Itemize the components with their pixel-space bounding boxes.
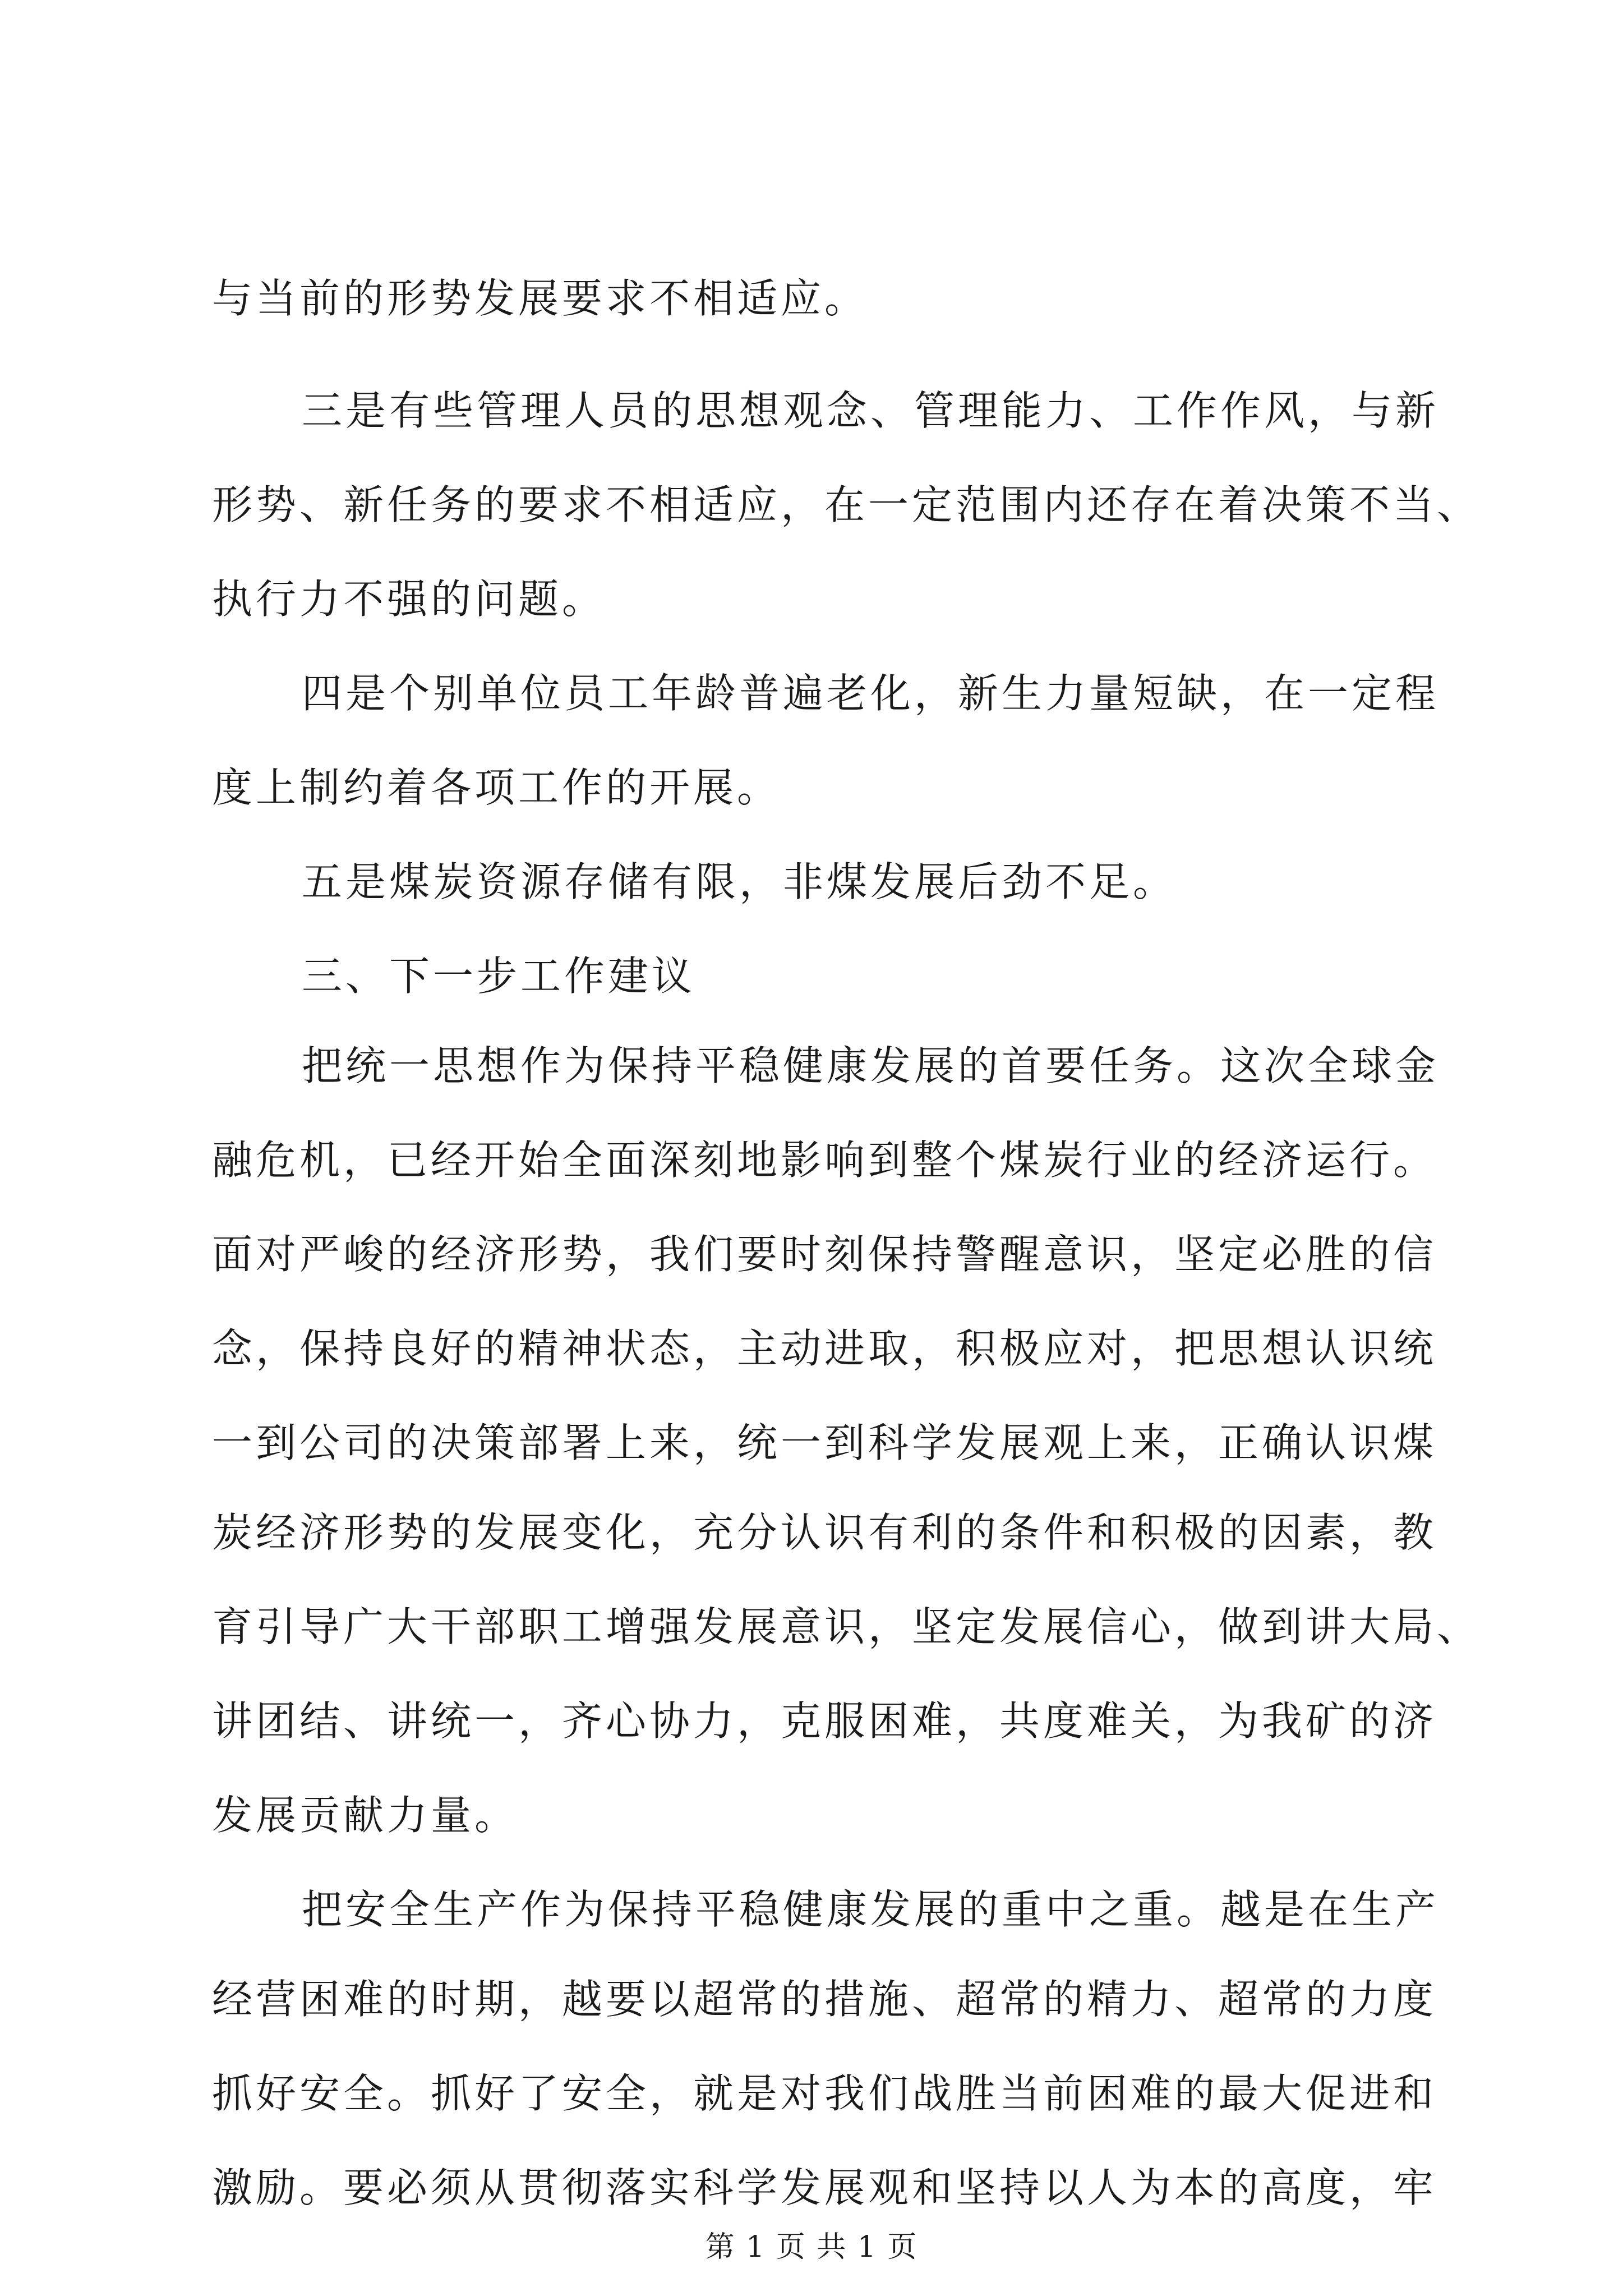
text-line: 融危机，已经开始全面深刻地影响到整个煤炭行业的经济运行。 — [212, 1137, 1437, 1184]
text-line: 育引导广大干部职工增强发展意识，坚定发展信心，做到讲大局、 — [212, 1603, 1481, 1650]
text-line: 发展贡献力量。 — [212, 1792, 519, 1839]
text-line: 讲团结、讲统一，齐心协力，克服困难，共度难关，为我矿的济 — [212, 1697, 1437, 1745]
text-line: 三是有些管理人员的思想观念、管理能力、工作作风，与新 — [302, 387, 1440, 434]
page-number-footer: 第 1 页 共 1 页 — [705, 2230, 918, 2264]
text-line: 把安全生产作为保持平稳健康发展的重中之重。越是在生产 — [302, 1886, 1440, 1933]
text-line: 抓好安全。抓好了安全，就是对我们战胜当前困难的最大促进和 — [212, 2070, 1437, 2117]
text-line: 度上制约着各项工作的开展。 — [212, 764, 781, 811]
text-line: 面对严峻的经济形势，我们要时刻保持警醒意识，坚定必胜的信 — [212, 1231, 1437, 1278]
text-line: 炭经济形势的发展变化，充分认识有利的条件和积极的因素，教 — [212, 1509, 1437, 1556]
text-line: 把统一思想作为保持平稳健康发展的首要任务。这次全球金 — [302, 1042, 1440, 1089]
text-line: 激励。要必须从贯彻落实科学发展观和坚持以人为本的高度，牢 — [212, 2164, 1437, 2211]
text-line: 形势、新任务的要求不相适应，在一定范围内还存在着决策不当、 — [212, 481, 1481, 528]
text-line: 一到公司的决策部署上来，统一到科学发展观上来，正确认识煤 — [212, 1419, 1437, 1466]
text-line: 四是个别单位员工年龄普遍老化，新生力量短缺，在一定程 — [302, 670, 1440, 717]
text-line: 执行力不强的问题。 — [212, 576, 606, 623]
text-line: 与当前的形势发展要求不相适应。 — [212, 275, 869, 322]
section-heading: 三、下一步工作建议 — [302, 953, 696, 1000]
text-line: 经营困难的时期，越要以超常的措施、超常的精力、超常的力度 — [212, 1976, 1437, 2023]
text-line: 五是煤炭资源存储有限，非煤发展后劲不足。 — [302, 858, 1177, 905]
text-line: 念，保持良好的精神状态，主动进取，积极应对，把思想认识统 — [212, 1325, 1437, 1372]
